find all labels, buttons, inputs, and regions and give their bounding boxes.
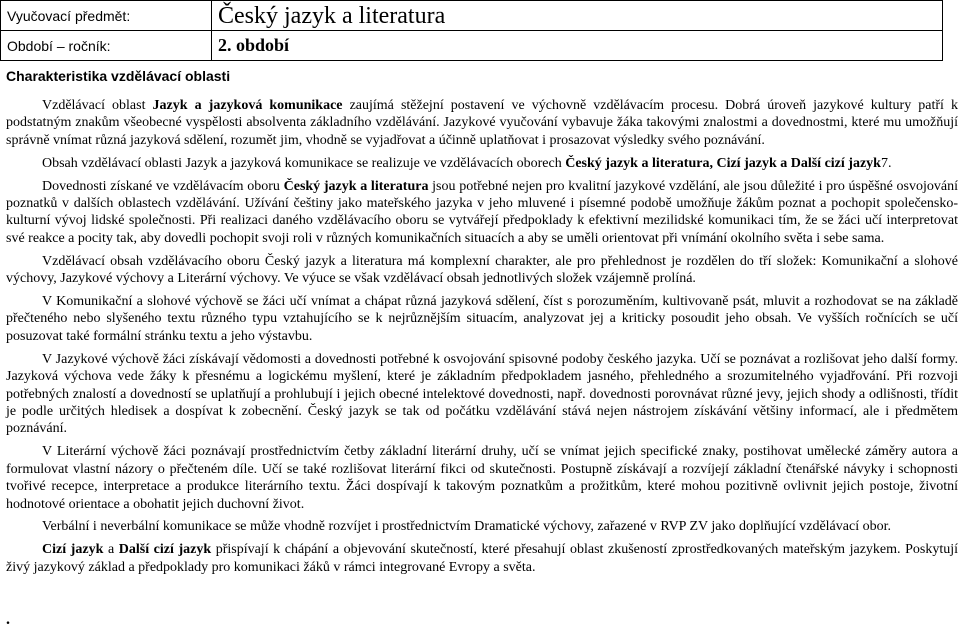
document-body — [6, 97, 958, 582]
p3-text: Dovednosti získané ve vzdělávacím oboru — [42, 178, 284, 194]
header-table — [0, 0, 943, 61]
p3-bold: Český jazyk a literatura — [283, 178, 429, 194]
period-label: Období – ročník: — [1, 31, 212, 61]
paragraph-5: V Komunikační a slohové výchově se žáci učí vnímat a chápat různá jazyková sdělení, číst s porozuměním, kultivovaně psát, mluvit a rozhodovat se na základě přečteného nebo slyšeného textu různého typu vztahujícího se k nejrůznějším situacím, analyzovat jej a kriticky posoudit jeho obsah. Ve vyšších ročnících se učí posuzovat také formální stránku textu a jeho výstavbu. — [6, 294, 958, 344]
paragraph-6: V Jazykové výchově žáci získávají vědomosti a dovednosti potřebné k osvojování spisovné podoby českého jazyka. Učí se poznávat a rozlišovat jeho další formy. Jazyková výchova vede žáky k přesnému a logickému myšlení, které je základním předpokladem jasného, přehledného a srozumitelného vyjadřování. Při rozvoji potřebných znalostí a dovedností se uplatňují a prohlubují i jejich obecné intelektové dovednosti, např. dovednosti porovnávat různé jevy, jejich shody a odlišnosti, třídit je podle určitých hledisek a dospívat k zobecnění. Český jazyk se tak od počátku vzdělávání stává nejen nástrojem získávání většiny informací, ale i předmětem poznávání. — [6, 351, 958, 437]
footer-mark: . — [6, 611, 10, 628]
subject-title: Český jazyk a literatura — [212, 1, 943, 31]
period-value: 2. období — [212, 31, 943, 61]
p1-text: Vzdělávací oblast — [42, 98, 153, 113]
paragraph-7: V Literární výchově žáci poznávají prostřednictvím četby základní literární druhy, učí se vnímat jejich specifické znaky, postihovat umělecké záměry autora a formulovat vlastní názory o přečteném díle. Učí se také rozlišovat literární fikci od skutečnosti. Postupně získávají a rozvíjejí základní čtenářské návyky i schopnosti tvořivé recepce, interpretace a produkce literárního textu. Žáci dospívají k takovým poznatkům a prožitkům, které mohou pozitivně ovlivnit jejich postoje, životní hodnotové orientace a obohatit jejich duchovní život. — [6, 444, 958, 512]
p3-text-rest: jsou potřebné nejen pro kvalitní jazykové vzdělání, ale jsou důležité i pro úspěšné osvojování poznatků v dalších oblastech vzdělávání. Užívání češtiny jako mateřského jazyka v jeho mluvené i písemné podobě umožňuje žákům poznat a pochopit společensko-kulturní vývoj lidské společnosti. Při realizaci daného vzdělávacího oboru se vytvářejí předpoklady k efektivní mezilidské komunikaci tím, že se žáci učí interpretovat své reakce a pocity tak, aby dovedli pochopit svoji roli v různých komunikačních situacích a aby se uměli orientovat při vnímání okolního světa i sebe sama. — [6, 178, 958, 246]
paragraph-2 — [6, 155, 958, 172]
p2-bold: Český jazyk a literatura, Cizí jazyk a Další cizí jazyk — [565, 155, 881, 171]
paragraph-8: Verbální i neverbální komunikace se může vhodně rozvíjet i prostřednictvím Dramatické výchovy, zařazené v RVP ZV jako doplňující vzdělávací obor. — [42, 519, 891, 535]
p9-text-rest: přispívají k chápání a objevování skutečností, které přesahují oblast zkušeností zprostředkovaných mateřským jazykem. Poskytují živý jazykový základ a předpoklady pro komunikaci žáků v rámci integrované Evropy a světa. — [6, 542, 959, 575]
paragraph-9 — [6, 541, 958, 576]
p2-text: Obsah vzdělávací oblasti Jazyk a jazyková komunikace se realizuje ve vzdělávacích oborech — [42, 155, 566, 171]
p1-bold: Jazyk a jazyková komunikace — [152, 98, 343, 113]
p9-bold-2: Další cizí jazyk — [118, 542, 212, 558]
p9-bold-1: Cizí jazyk — [42, 542, 104, 558]
p1-text-rest: zaujímá stěžejní postavení ve výchovně vzdělávacím procesu. Dobrá úroveň jazykové kultury patří k podstatným znakům všeobecné vyspělosti absolventa základního vzdělávání. Jazykové vyučování vybavuje žáka takovými znalostmi a dovednostmi, které mu umožňují správně vnímat různá jazyková sdělení, rozumět jim, vhodně se vyjadřovat a účinně uplatňovat i prosazovat výsledky svého poznávání. — [6, 98, 958, 148]
p2-footnote: 7. — [880, 155, 892, 171]
paragraph-3 — [6, 178, 958, 248]
paragraph-1 — [6, 97, 958, 149]
subject-label: Vyučovací předmět: — [1, 1, 212, 31]
p9-text: a — [103, 542, 119, 558]
section-title: Charakteristika vzdělávací oblasti — [6, 68, 231, 84]
paragraph-4: Vzdělávací obsah vzdělávacího oboru Český jazyk a literatura má komplexní charakter, ale pro přehlednost je rozdělen do tří složek: Komunikační a slohové výchovy, Jazykové výchovy a Literární výchovy. Ve výuce se však vzdělávací obsah jednotlivých složek vzájemně prolíná. — [6, 253, 958, 287]
